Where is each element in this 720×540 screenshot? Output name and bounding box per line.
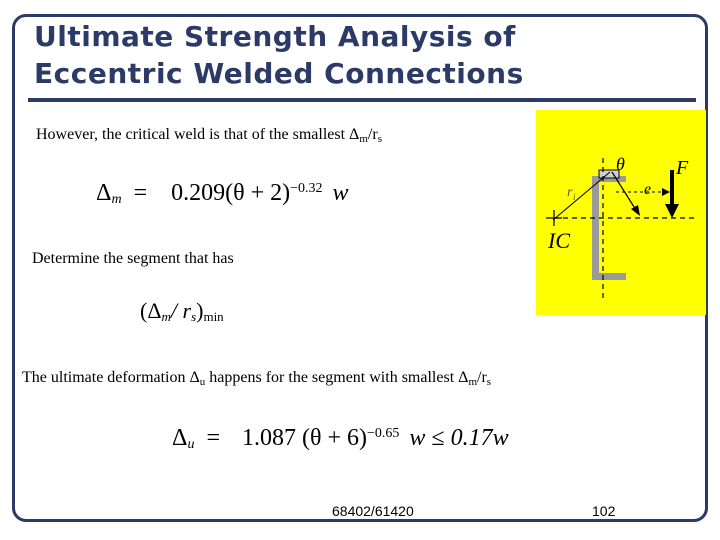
weld-connection-diagram bbox=[536, 110, 706, 315]
title-underline bbox=[28, 98, 696, 102]
footer-course-code: 68402/61420 bbox=[332, 503, 414, 519]
title-line-1: Ultimate Strength Analysis of bbox=[34, 20, 516, 53]
ultimate-deformation-text: The ultimate deformation $\Delta_u$ happens for the segment with smallest $\Delta_m/r_s$ bbox=[22, 369, 492, 388]
footer-page-number: 102 bbox=[592, 503, 616, 519]
radius-subscript: i bbox=[573, 192, 576, 202]
deformation-u-equation: $\Delta_u = 1.087$ $(\theta + 6)^{-0.65}$ w ≤ 0.17w bbox=[172, 425, 509, 452]
slide-title bbox=[34, 18, 654, 92]
determine-segment-text: Determine the segment that has bbox=[32, 250, 234, 267]
critical-weld-text: However, the critical weld is that of the smallest $\Delta_m/r_s$ bbox=[36, 126, 382, 145]
ic-label: IC bbox=[548, 228, 570, 253]
min-ratio-expression: ($\Delta_m/$ $r_s)_{min}$ bbox=[140, 298, 224, 324]
load-arrow-shaft bbox=[670, 170, 674, 208]
title-line-2: Eccentric Welded Connections bbox=[34, 57, 524, 90]
theta-label: θ bbox=[616, 154, 625, 174]
radius-label: r bbox=[567, 185, 573, 200]
force-label: F bbox=[676, 157, 689, 179]
deformation-m-equation: $\Delta_m = 0.209(\theta + 2)^{-0.32}$ w bbox=[96, 180, 349, 207]
eccentricity-label: e bbox=[644, 181, 652, 198]
